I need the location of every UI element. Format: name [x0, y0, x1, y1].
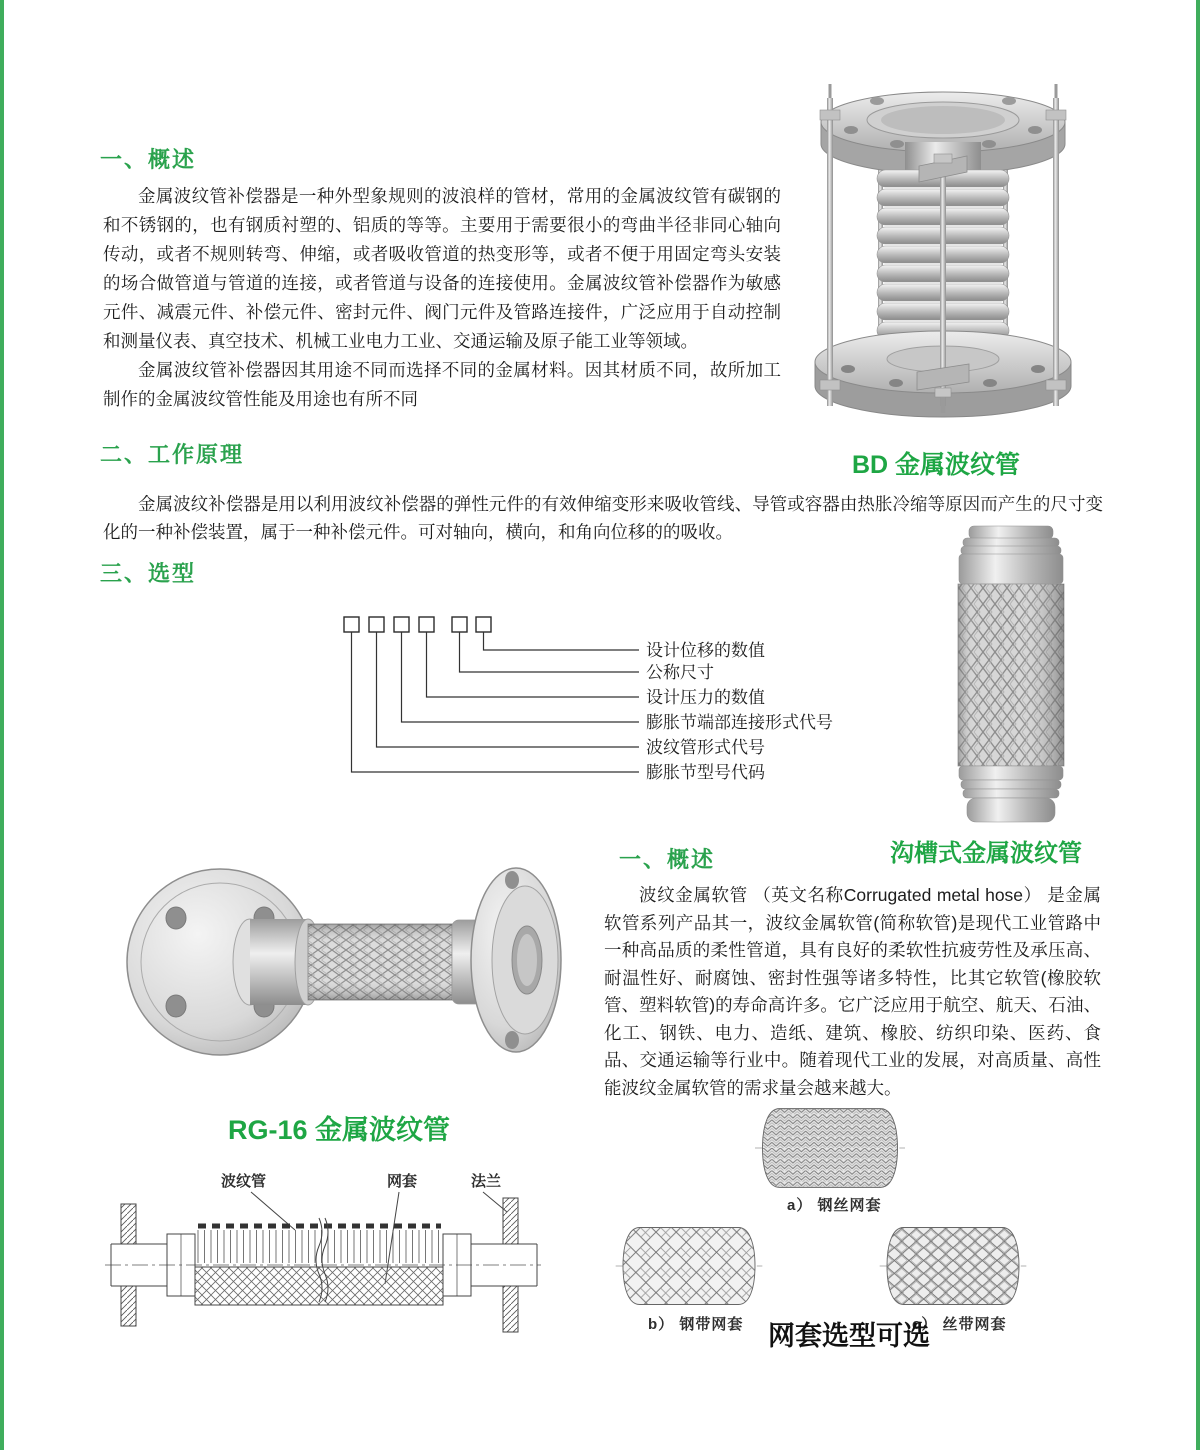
mesh-a-caption: a） 钢丝网套: [787, 1197, 882, 1214]
section-principle-heading: 二、工作原理: [100, 442, 245, 467]
principle-paragraph: 金属波纹补偿器是用以利用波纹补偿器的弹性元件的有效伸缩变形来吸收管线、导管或容器由热胀冷缩等原因而产生的尺寸变化的一种补偿装置，属于一种补偿元件。可对轴向，横向，和角向位移的的吸收。: [103, 494, 1103, 542]
drawing-label-bellows: 波纹管: [221, 1173, 267, 1190]
code-label-bellows-form: 波纹管形式代号: [646, 738, 765, 757]
code-label-displacement: 设计位移的数值: [646, 641, 765, 660]
code-label-design-pressure: 设计压力的数值: [646, 688, 765, 707]
groove-bellows-photo: [935, 524, 1087, 826]
right-edge-border: [1196, 0, 1200, 1450]
mesh-fig-c-svg: [878, 1222, 1028, 1310]
section-overview2-body: [604, 882, 1101, 1102]
model-code-diagram: [336, 607, 911, 799]
code-label-end-connection: 膨胀节端部连接形式代号: [646, 713, 833, 732]
left-edge-border: [0, 0, 4, 1450]
hose-section-drawing: [103, 1160, 543, 1345]
section-selection-heading: 三、选型: [100, 561, 197, 586]
mesh-fig-a: [755, 1103, 905, 1193]
overview2-paragraph: 波纹金属软管 （英文名称Corrugated metal hose） 是金属软管系列产品其一，波纹金属软管(简称软管)是现代工业管路中一种高品质的柔性管道，具有良好的柔软性抗疲劳性及承压高、耐温性好、耐腐蚀、密封性强等诸多特性，比其它软管(橡胶软管、塑料软管)的寿命高许多。它广泛应用于航空、航天、石油、化工、钢铁、电力、造纸、建筑、橡胶、纺织印染、医药、食品、交通运输等行业中。随着现代工业的发展，对高质量、高性能波纹金属软管的需求量会越来越大。: [604, 885, 1101, 1098]
bd-bellows-illustration: [793, 70, 1093, 435]
groove-photo-caption: 沟槽式金属波纹管: [890, 840, 1082, 867]
mesh-options-note: 网套选型可选: [768, 1321, 930, 1351]
rg16-photo-caption: RG-16 金属波纹管: [228, 1115, 451, 1145]
code-labels: [646, 641, 833, 782]
mesh-b-caption: b） 钢带网套: [648, 1316, 744, 1333]
bd-bellows-photo: [793, 70, 1093, 435]
section-overview1-heading: 一、概述: [100, 147, 197, 172]
code-label-model-code: 膨胀节型号代码: [646, 763, 765, 782]
mesh-fig-b-svg: [615, 1222, 763, 1310]
overview1-paragraph-1: 金属波纹管补偿器是一种外型象规则的波浪样的管材，常用的金属波纹管有碳钢的和不锈钢的，也有钢质衬塑的、铝质的等等。主要用于需要很小的弯曲半径非同心轴向传动，或者不规则转弯、伸缩，或者吸收管道的热变形等，或者不便于用固定弯头安装的场合做管道与管道的连接，或者管道与设备的连接使用。金属波纹管补偿器作为敏感元件、减震元件、补偿元件、密封元件、阀门元件及管路连接件，广泛应用于自动控制和测量仪表、真空技术、机械工业电力工业、交通运输及原子能工业等领域。: [103, 186, 781, 351]
mesh-fig-b: [615, 1222, 763, 1310]
code-boxes: [344, 617, 491, 632]
rg16-hose-illustration: [122, 840, 567, 1090]
section-overview2-heading: 一、概述: [619, 847, 716, 872]
rg16-hose-photo: [122, 840, 567, 1090]
drawing-label-flange: 法兰: [471, 1173, 502, 1190]
hose-section-drawing-svg: [103, 1160, 543, 1345]
leader-lines: [352, 632, 640, 772]
groove-bellows-illustration: [935, 524, 1087, 826]
drawing-label-mesh: 网套: [387, 1173, 418, 1190]
bd-photo-caption: BD 金属波纹管: [852, 451, 1021, 479]
code-label-nominal-size: 公称尺寸: [646, 663, 714, 682]
mesh-fig-a-svg: [755, 1103, 905, 1193]
section-overview1-body: [103, 182, 781, 414]
mesh-fig-c: [878, 1222, 1028, 1310]
model-code-diagram-svg: [336, 607, 911, 799]
mesh-c-caption: c） 丝带网套: [912, 1316, 1007, 1333]
overview1-paragraph-2: 金属波纹管补偿器因其用途不同而选择不同的金属材料。因其材质不同，故所加工制作的金属波纹管性能及用途也有所不同: [103, 360, 781, 409]
